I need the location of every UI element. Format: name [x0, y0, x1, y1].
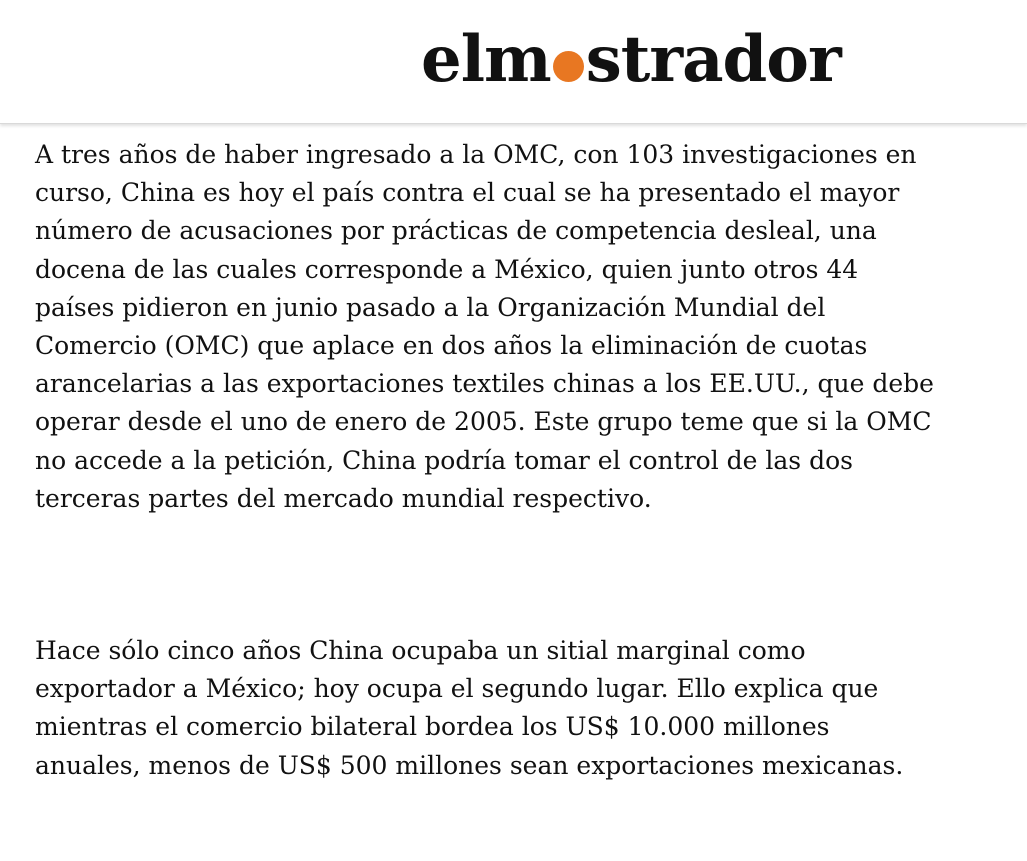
article-paragraph-2: Hace sólo cinco años China ocupaba un sitial marginal como exportador a México; hoy ocupa el segundo lugar. Ello explica que mientras el comercio bilateral bordea los US$ 10.000 millones anuales, menos de US$ 500 millones sean exportaciones mexicanas. [35, 636, 904, 780]
logo-text-left: elm [421, 22, 551, 97]
article-body [35, 136, 935, 785]
logo-dot-icon [553, 51, 584, 82]
site-header [0, 0, 1027, 124]
site-logo[interactable] [421, 22, 841, 108]
article-paragraph-1: A tres años de haber ingresado a la OMC, con 103 investigaciones en curso, China es hoy el país contra el cual se ha presentado el mayor número de acusaciones por prácticas de competencia desleal, una docena de las cuales corresponde a México, quien junto otros 44 países pidieron en junio pasado a la Organización Mundial del Comercio (OMC) que aplace en dos años la eliminación de cuotas arancelarias a las exportaciones textiles chinas a los EE.UU., que debe operar desde el uno de enero de 2005. Este grupo teme que si la OMC no accede a la petición, China podría tomar el control de las dos terceras partes del mercado mundial respectivo. [35, 140, 934, 513]
logo-text-right: strador [585, 22, 841, 97]
